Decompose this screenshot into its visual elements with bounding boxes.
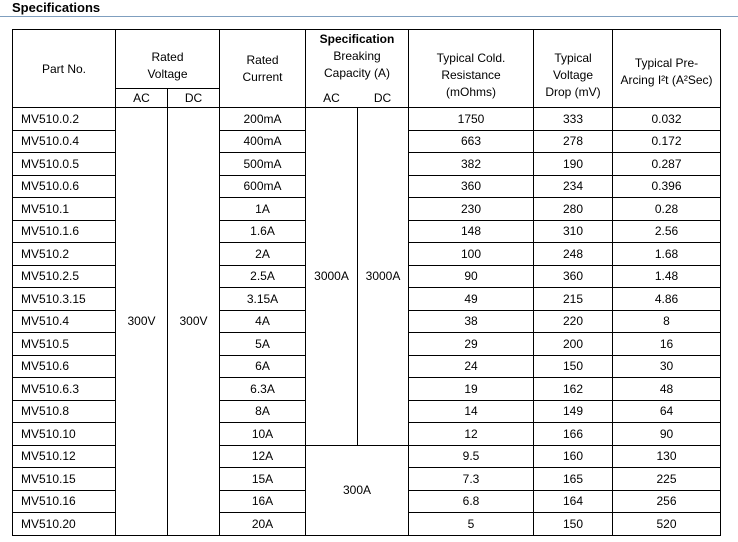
i2t-cell: 4.86: [613, 288, 721, 311]
i2t-cell: 1.48: [613, 265, 721, 288]
voltage-drop-cell: 200: [534, 333, 613, 356]
rated-current-cell: 1A: [220, 198, 306, 221]
resistance-cell: 5: [409, 513, 534, 536]
table-row: [13, 108, 721, 131]
breaking-capacity-dc-cell: 3000A: [358, 108, 409, 446]
header-breaking-ac: AC: [323, 91, 340, 105]
rated-current-cell: 2A: [220, 243, 306, 266]
page-heading: Specifications: [12, 0, 101, 15]
part-no-cell: MV510.3.15: [13, 288, 116, 311]
voltage-drop-cell: 248: [534, 243, 613, 266]
i2t-cell: 225: [613, 468, 721, 491]
resistance-cell: 38: [409, 310, 534, 333]
voltage-drop-cell: 164: [534, 490, 613, 513]
header-breaking-capacity: Specification Breaking Capacity (A) AC DC: [306, 30, 409, 108]
rated-current-cell: 2.5A: [220, 265, 306, 288]
i2t-cell: 0.287: [613, 153, 721, 176]
breaking-capacity-300-cell: 300A: [306, 445, 409, 535]
resistance-cell: 90: [409, 265, 534, 288]
rated-current-cell: 6A: [220, 355, 306, 378]
voltage-drop-cell: 165: [534, 468, 613, 491]
header-rated-voltage: Rated Voltage AC DC: [116, 30, 220, 108]
voltage-drop-cell: 280: [534, 198, 613, 221]
rated-voltage-ac-cell: 300V: [116, 108, 168, 536]
part-no-cell: MV510.15: [13, 468, 116, 491]
voltage-drop-cell: 162: [534, 378, 613, 401]
part-no-cell: MV510.12: [13, 445, 116, 468]
part-no-cell: MV510.2: [13, 243, 116, 266]
resistance-cell: 12: [409, 423, 534, 446]
resistance-cell: 19: [409, 378, 534, 401]
rated-current-cell: 500mA: [220, 153, 306, 176]
voltage-drop-cell: 220: [534, 310, 613, 333]
voltage-drop-cell: 160: [534, 445, 613, 468]
resistance-cell: 29: [409, 333, 534, 356]
i2t-cell: 16: [613, 333, 721, 356]
i2t-cell: 0.28: [613, 198, 721, 221]
part-no-cell: MV510.0.2: [13, 108, 116, 131]
resistance-cell: 360: [409, 175, 534, 198]
rated-current-cell: 10A: [220, 423, 306, 446]
breaking-capacity-ac-cell: 3000A: [306, 108, 358, 446]
header-voltage-dc: DC: [167, 89, 219, 107]
voltage-drop-cell: 360: [534, 265, 613, 288]
header-voltage-drop: Typical Voltage Drop (mV): [534, 30, 613, 108]
header-rated-current: Rated Current: [220, 30, 306, 108]
header-part-no: Part No.: [13, 30, 116, 108]
resistance-cell: 9.5: [409, 445, 534, 468]
rated-current-cell: 200mA: [220, 108, 306, 131]
voltage-drop-cell: 166: [534, 423, 613, 446]
rated-current-cell: 400mA: [220, 130, 306, 153]
voltage-drop-cell: 149: [534, 400, 613, 423]
rated-current-cell: 5A: [220, 333, 306, 356]
rated-current-cell: 4A: [220, 310, 306, 333]
resistance-cell: 148: [409, 220, 534, 243]
i2t-cell: 130: [613, 445, 721, 468]
resistance-cell: 663: [409, 130, 534, 153]
i2t-cell: 1.68: [613, 243, 721, 266]
part-no-cell: MV510.1.6: [13, 220, 116, 243]
resistance-cell: 7.3: [409, 468, 534, 491]
header-resistance: Typical Cold. Resistance (mOhms): [409, 30, 534, 108]
voltage-drop-cell: 310: [534, 220, 613, 243]
rated-current-cell: 1.6A: [220, 220, 306, 243]
part-no-cell: MV510.0.6: [13, 175, 116, 198]
i2t-cell: 520: [613, 513, 721, 536]
header-specification: Specification: [319, 32, 395, 46]
rated-current-cell: 15A: [220, 468, 306, 491]
i2t-cell: 90: [613, 423, 721, 446]
resistance-cell: 14: [409, 400, 534, 423]
heading-rule: [0, 16, 738, 17]
voltage-drop-cell: 150: [534, 513, 613, 536]
i2t-cell: 8: [613, 310, 721, 333]
resistance-cell: 6.8: [409, 490, 534, 513]
voltage-drop-cell: 278: [534, 130, 613, 153]
rated-voltage-dc-cell: 300V: [168, 108, 220, 536]
header-voltage-ac: AC: [133, 91, 150, 105]
part-no-cell: MV510.1: [13, 198, 116, 221]
specifications-table: [12, 29, 721, 536]
rated-current-cell: 8A: [220, 400, 306, 423]
voltage-drop-cell: 190: [534, 153, 613, 176]
i2t-cell: 2.56: [613, 220, 721, 243]
voltage-drop-cell: 333: [534, 108, 613, 131]
rated-current-cell: 6.3A: [220, 378, 306, 401]
i2t-cell: 256: [613, 490, 721, 513]
header-breaking-dc: DC: [373, 91, 392, 105]
part-no-cell: MV510.0.5: [13, 153, 116, 176]
header-row: [13, 30, 721, 108]
resistance-cell: 49: [409, 288, 534, 311]
header-i2t: Typical Pre- Arcing I²t (A²Sec): [613, 30, 721, 108]
i2t-cell: 64: [613, 400, 721, 423]
resistance-cell: 24: [409, 355, 534, 378]
resistance-cell: 382: [409, 153, 534, 176]
part-no-cell: MV510.8: [13, 400, 116, 423]
resistance-cell: 1750: [409, 108, 534, 131]
rated-current-cell: 16A: [220, 490, 306, 513]
part-no-cell: MV510.16: [13, 490, 116, 513]
i2t-cell: 0.032: [613, 108, 721, 131]
part-no-cell: MV510.6: [13, 355, 116, 378]
rated-current-cell: 12A: [220, 445, 306, 468]
part-no-cell: MV510.6.3: [13, 378, 116, 401]
rated-current-cell: 600mA: [220, 175, 306, 198]
part-no-cell: MV510.0.4: [13, 130, 116, 153]
part-no-cell: MV510.4: [13, 310, 116, 333]
i2t-cell: 0.172: [613, 130, 721, 153]
resistance-cell: 230: [409, 198, 534, 221]
resistance-cell: 100: [409, 243, 534, 266]
rated-current-cell: 3.15A: [220, 288, 306, 311]
part-no-cell: MV510.20: [13, 513, 116, 536]
i2t-cell: 30: [613, 355, 721, 378]
voltage-drop-cell: 234: [534, 175, 613, 198]
part-no-cell: MV510.10: [13, 423, 116, 446]
voltage-drop-cell: 150: [534, 355, 613, 378]
part-no-cell: MV510.5: [13, 333, 116, 356]
part-no-cell: MV510.2.5: [13, 265, 116, 288]
i2t-cell: 0.396: [613, 175, 721, 198]
i2t-cell: 48: [613, 378, 721, 401]
voltage-drop-cell: 215: [534, 288, 613, 311]
rated-current-cell: 20A: [220, 513, 306, 536]
